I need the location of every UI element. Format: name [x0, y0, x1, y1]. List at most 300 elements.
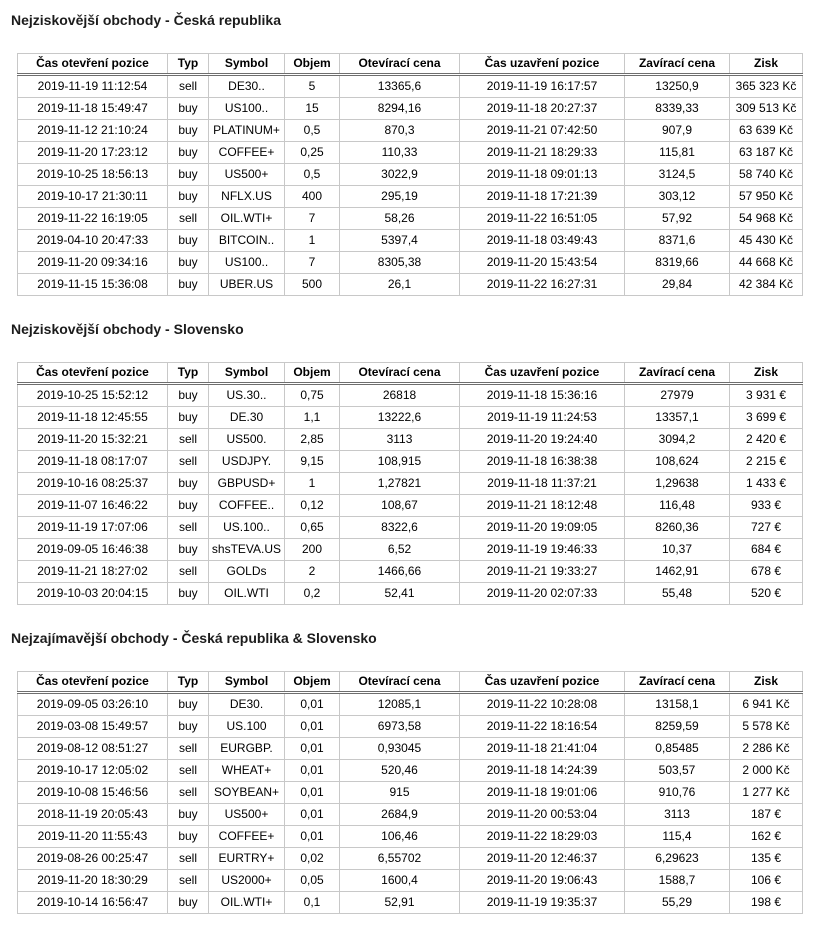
cell-close-time: 2019-11-22 10:28:08: [460, 693, 625, 716]
trade-row: [18, 208, 803, 230]
cell-type: sell: [168, 782, 209, 804]
cell-open-time: 2019-11-07 16:46:22: [18, 495, 168, 517]
column-header-volume: Objem: [285, 363, 340, 384]
cell-volume: 200: [285, 539, 340, 561]
trade-row: [18, 252, 803, 274]
cell-open-price: 1600,4: [340, 870, 460, 892]
cell-profit: 45 430 Kč: [730, 230, 803, 252]
cell-open-price: 3113: [340, 429, 460, 451]
trade-row: [18, 451, 803, 473]
cell-close-price: 8259,59: [625, 716, 730, 738]
cell-close-time: 2019-11-19 19:46:33: [460, 539, 625, 561]
section-title-czech-slovakia: Nejzajímavější obchody - Česká republika & Slovensko: [11, 630, 377, 646]
cell-type: buy: [168, 120, 209, 142]
cell-type: buy: [168, 164, 209, 186]
cell-symbol: US.100: [209, 716, 285, 738]
cell-open-price: 915: [340, 782, 460, 804]
cell-symbol: BITCOIN..: [209, 230, 285, 252]
cell-volume: 9,15: [285, 451, 340, 473]
cell-close-time: 2019-11-20 12:46:37: [460, 848, 625, 870]
column-header-open-price: Otevírací cena: [340, 363, 460, 384]
cell-symbol: EURTRY+: [209, 848, 285, 870]
column-header-symbol: Symbol: [209, 54, 285, 75]
cell-type: buy: [168, 539, 209, 561]
cell-close-time: 2019-11-20 15:43:54: [460, 252, 625, 274]
cell-open-price: 13222,6: [340, 407, 460, 429]
cell-open-time: 2019-10-17 12:05:02: [18, 760, 168, 782]
cell-open-price: 110,33: [340, 142, 460, 164]
cell-symbol: US500+: [209, 804, 285, 826]
cell-open-time: 2019-08-26 00:25:47: [18, 848, 168, 870]
cell-profit: 1 433 €: [730, 473, 803, 495]
cell-symbol: COFFEE+: [209, 142, 285, 164]
column-header-profit: Zisk: [730, 54, 803, 75]
cell-open-time: 2019-09-05 16:46:38: [18, 539, 168, 561]
cell-type: buy: [168, 892, 209, 914]
trade-row: [18, 738, 803, 760]
cell-profit: 63 639 Kč: [730, 120, 803, 142]
cell-volume: 0,12: [285, 495, 340, 517]
cell-open-time: 2019-11-18 12:45:55: [18, 407, 168, 429]
cell-type: buy: [168, 407, 209, 429]
cell-type: buy: [168, 98, 209, 120]
cell-volume: 0,2: [285, 583, 340, 605]
cell-symbol: GBPUSD+: [209, 473, 285, 495]
cell-symbol: USDJPY.: [209, 451, 285, 473]
trade-row: [18, 98, 803, 120]
trade-row: [18, 495, 803, 517]
cell-open-time: 2019-11-20 11:55:43: [18, 826, 168, 848]
cell-open-price: 3022,9: [340, 164, 460, 186]
cell-volume: 0,01: [285, 716, 340, 738]
cell-symbol: US100..: [209, 98, 285, 120]
column-header-open-time: Čas otevření pozice: [18, 363, 168, 384]
cell-profit: 63 187 Kč: [730, 142, 803, 164]
cell-close-price: 55,29: [625, 892, 730, 914]
cell-open-time: 2019-11-18 15:49:47: [18, 98, 168, 120]
cell-volume: 7: [285, 208, 340, 230]
cell-close-price: 907,9: [625, 120, 730, 142]
cell-close-time: 2019-11-18 21:41:04: [460, 738, 625, 760]
column-header-open-time: Čas otevření pozice: [18, 54, 168, 75]
cell-open-price: 1,27821: [340, 473, 460, 495]
cell-open-time: 2019-11-20 17:23:12: [18, 142, 168, 164]
trade-row: [18, 384, 803, 407]
cell-open-time: 2019-10-08 15:46:56: [18, 782, 168, 804]
cell-open-price: 26818: [340, 384, 460, 407]
trade-row: [18, 583, 803, 605]
cell-open-time: 2019-11-20 09:34:16: [18, 252, 168, 274]
cell-type: sell: [168, 75, 209, 98]
trade-row: [18, 760, 803, 782]
cell-profit: 684 €: [730, 539, 803, 561]
column-header-profit: Zisk: [730, 363, 803, 384]
column-header-symbol: Symbol: [209, 672, 285, 693]
cell-open-time: 2019-11-18 08:17:07: [18, 451, 168, 473]
cell-close-time: 2019-11-19 16:17:57: [460, 75, 625, 98]
cell-close-price: 910,76: [625, 782, 730, 804]
cell-profit: 365 323 Kč: [730, 75, 803, 98]
cell-profit: 2 000 Kč: [730, 760, 803, 782]
cell-open-price: 8322,6: [340, 517, 460, 539]
cell-open-price: 8305,38: [340, 252, 460, 274]
cell-open-price: 1466,66: [340, 561, 460, 583]
cell-volume: 0,01: [285, 782, 340, 804]
cell-close-price: 10,37: [625, 539, 730, 561]
cell-type: buy: [168, 804, 209, 826]
cell-close-price: 503,57: [625, 760, 730, 782]
table-header-row: [18, 54, 803, 75]
cell-open-time: 2019-10-14 16:56:47: [18, 892, 168, 914]
cell-close-price: 8371,6: [625, 230, 730, 252]
cell-profit: 2 420 €: [730, 429, 803, 451]
column-header-volume: Objem: [285, 54, 340, 75]
cell-close-price: 3094,2: [625, 429, 730, 451]
cell-open-price: 52,41: [340, 583, 460, 605]
cell-type: buy: [168, 142, 209, 164]
trade-row: [18, 164, 803, 186]
trade-row: [18, 870, 803, 892]
trade-row: [18, 804, 803, 826]
cell-profit: 198 €: [730, 892, 803, 914]
cell-close-price: 3124,5: [625, 164, 730, 186]
cell-profit: 3 931 €: [730, 384, 803, 407]
trade-row: [18, 274, 803, 296]
cell-volume: 2,85: [285, 429, 340, 451]
cell-profit: 2 286 Kč: [730, 738, 803, 760]
cell-profit: 42 384 Kč: [730, 274, 803, 296]
cell-type: buy: [168, 274, 209, 296]
cell-open-time: 2019-03-08 15:49:57: [18, 716, 168, 738]
column-header-close-price: Zavírací cena: [625, 672, 730, 693]
cell-symbol: COFFEE+: [209, 826, 285, 848]
trade-row: [18, 230, 803, 252]
trades-table-czech-republic: [17, 53, 803, 296]
cell-type: sell: [168, 561, 209, 583]
cell-close-time: 2019-11-18 20:27:37: [460, 98, 625, 120]
cell-open-price: 12085,1: [340, 693, 460, 716]
cell-type: buy: [168, 716, 209, 738]
cell-symbol: US500+: [209, 164, 285, 186]
cell-close-price: 115,81: [625, 142, 730, 164]
column-header-close-price: Zavírací cena: [625, 363, 730, 384]
trade-row: [18, 186, 803, 208]
cell-symbol: OIL.WTI: [209, 583, 285, 605]
cell-volume: 0,5: [285, 164, 340, 186]
cell-close-time: 2019-11-18 03:49:43: [460, 230, 625, 252]
cell-type: sell: [168, 208, 209, 230]
cell-open-time: 2019-11-20 15:32:21: [18, 429, 168, 451]
trade-row: [18, 473, 803, 495]
cell-profit: 106 €: [730, 870, 803, 892]
cell-close-time: 2019-11-18 15:36:16: [460, 384, 625, 407]
cell-symbol: US2000+: [209, 870, 285, 892]
cell-open-price: 2684,9: [340, 804, 460, 826]
trades-table-czech-slovakia: [17, 671, 803, 914]
cell-type: sell: [168, 848, 209, 870]
trade-row: [18, 561, 803, 583]
cell-open-price: 6973,58: [340, 716, 460, 738]
cell-open-time: 2019-10-16 08:25:37: [18, 473, 168, 495]
cell-open-time: 2019-11-20 18:30:29: [18, 870, 168, 892]
section-most-profitable-slovakia: [0, 321, 821, 605]
trade-row: [18, 407, 803, 429]
cell-open-price: 5397,4: [340, 230, 460, 252]
cell-volume: 0,5: [285, 120, 340, 142]
cell-symbol: US100..: [209, 252, 285, 274]
cell-close-time: 2019-11-20 19:24:40: [460, 429, 625, 451]
cell-open-time: 2019-08-12 08:51:27: [18, 738, 168, 760]
trades-table-slovakia: [17, 362, 803, 605]
cell-close-time: 2019-11-21 19:33:27: [460, 561, 625, 583]
cell-symbol: OIL.WTI+: [209, 892, 285, 914]
cell-open-price: 108,67: [340, 495, 460, 517]
cell-volume: 0,01: [285, 804, 340, 826]
cell-symbol: DE30..: [209, 75, 285, 98]
cell-profit: 678 €: [730, 561, 803, 583]
cell-open-time: 2019-11-22 16:19:05: [18, 208, 168, 230]
cell-symbol: US500.: [209, 429, 285, 451]
column-header-open-price: Otevírací cena: [340, 672, 460, 693]
cell-close-price: 8260,36: [625, 517, 730, 539]
cell-volume: 1: [285, 473, 340, 495]
cell-close-price: 0,85485: [625, 738, 730, 760]
cell-symbol: OIL.WTI+: [209, 208, 285, 230]
cell-open-price: 870,3: [340, 120, 460, 142]
cell-volume: 7: [285, 252, 340, 274]
cell-type: sell: [168, 451, 209, 473]
cell-close-time: 2019-11-22 18:16:54: [460, 716, 625, 738]
cell-close-price: 3113: [625, 804, 730, 826]
cell-symbol: DE.30: [209, 407, 285, 429]
cell-symbol: WHEAT+: [209, 760, 285, 782]
cell-close-time: 2019-11-20 19:06:43: [460, 870, 625, 892]
cell-profit: 5 578 Kč: [730, 716, 803, 738]
cell-close-time: 2019-11-22 16:27:31: [460, 274, 625, 296]
cell-close-price: 303,12: [625, 186, 730, 208]
trade-row: [18, 142, 803, 164]
trade-row: [18, 429, 803, 451]
cell-close-time: 2019-11-18 11:37:21: [460, 473, 625, 495]
cell-close-price: 55,48: [625, 583, 730, 605]
cell-type: sell: [168, 870, 209, 892]
cell-close-price: 8319,66: [625, 252, 730, 274]
cell-close-price: 1,29638: [625, 473, 730, 495]
cell-profit: 3 699 €: [730, 407, 803, 429]
cell-type: sell: [168, 429, 209, 451]
column-header-type: Typ: [168, 54, 209, 75]
cell-type: buy: [168, 583, 209, 605]
cell-volume: 0,02: [285, 848, 340, 870]
cell-open-time: 2019-11-19 17:07:06: [18, 517, 168, 539]
cell-close-time: 2019-11-20 19:09:05: [460, 517, 625, 539]
cell-volume: 0,75: [285, 384, 340, 407]
table-header-row: [18, 363, 803, 384]
cell-profit: 933 €: [730, 495, 803, 517]
cell-close-price: 8339,33: [625, 98, 730, 120]
trade-row: [18, 539, 803, 561]
cell-profit: 1 277 Kč: [730, 782, 803, 804]
cell-volume: 0,65: [285, 517, 340, 539]
cell-close-time: 2019-11-18 19:01:06: [460, 782, 625, 804]
cell-volume: 1,1: [285, 407, 340, 429]
cell-close-price: 108,624: [625, 451, 730, 473]
cell-profit: 135 €: [730, 848, 803, 870]
trade-row: [18, 693, 803, 716]
column-header-type: Typ: [168, 672, 209, 693]
cell-volume: 1: [285, 230, 340, 252]
cell-close-price: 57,92: [625, 208, 730, 230]
column-header-symbol: Symbol: [209, 363, 285, 384]
section-title-slovakia: Nejziskovější obchody - Slovensko: [11, 321, 244, 337]
cell-profit: 727 €: [730, 517, 803, 539]
cell-type: buy: [168, 693, 209, 716]
cell-type: sell: [168, 738, 209, 760]
section-most-profitable-czech-republic: [0, 12, 821, 296]
cell-close-time: 2019-11-21 07:42:50: [460, 120, 625, 142]
cell-close-time: 2019-11-20 02:07:33: [460, 583, 625, 605]
cell-open-time: 2019-11-19 11:12:54: [18, 75, 168, 98]
cell-close-time: 2019-11-19 19:35:37: [460, 892, 625, 914]
cell-profit: 6 941 Kč: [730, 693, 803, 716]
cell-open-time: 2019-04-10 20:47:33: [18, 230, 168, 252]
cell-open-price: 13365,6: [340, 75, 460, 98]
cell-volume: 15: [285, 98, 340, 120]
cell-type: sell: [168, 517, 209, 539]
cell-open-time: 2018-11-19 20:05:43: [18, 804, 168, 826]
cell-symbol: SOYBEAN+: [209, 782, 285, 804]
cell-symbol: US.30..: [209, 384, 285, 407]
column-header-open-time: Čas otevření pozice: [18, 672, 168, 693]
column-header-volume: Objem: [285, 672, 340, 693]
cell-profit: 44 668 Kč: [730, 252, 803, 274]
cell-volume: 0,25: [285, 142, 340, 164]
table-header-row: [18, 672, 803, 693]
trade-row: [18, 826, 803, 848]
cell-symbol: US.100..: [209, 517, 285, 539]
cell-close-price: 1462,91: [625, 561, 730, 583]
cell-symbol: COFFEE..: [209, 495, 285, 517]
cell-open-time: 2019-10-03 20:04:15: [18, 583, 168, 605]
cell-profit: 58 740 Kč: [730, 164, 803, 186]
trade-row: [18, 782, 803, 804]
cell-type: buy: [168, 252, 209, 274]
cell-open-price: 106,46: [340, 826, 460, 848]
trade-row: [18, 848, 803, 870]
cell-symbol: UBER.US: [209, 274, 285, 296]
cell-type: buy: [168, 186, 209, 208]
section-title-czech-republic: Nejziskovější obchody - Česká republika: [11, 12, 281, 28]
cell-open-price: 26,1: [340, 274, 460, 296]
cell-volume: 2: [285, 561, 340, 583]
cell-close-time: 2019-11-19 11:24:53: [460, 407, 625, 429]
cell-profit: 57 950 Kč: [730, 186, 803, 208]
cell-close-price: 115,4: [625, 826, 730, 848]
cell-profit: 187 €: [730, 804, 803, 826]
cell-close-time: 2019-11-18 14:24:39: [460, 760, 625, 782]
cell-volume: 0,01: [285, 826, 340, 848]
column-header-close-price: Zavírací cena: [625, 54, 730, 75]
column-header-close-time: Čas uzavření pozice: [460, 363, 625, 384]
cell-volume: 0,01: [285, 760, 340, 782]
cell-open-price: 0,93045: [340, 738, 460, 760]
trade-row: [18, 892, 803, 914]
cell-open-time: 2019-10-25 18:56:13: [18, 164, 168, 186]
cell-close-time: 2019-11-18 16:38:38: [460, 451, 625, 473]
cell-close-time: 2019-11-18 17:21:39: [460, 186, 625, 208]
cell-close-price: 116,48: [625, 495, 730, 517]
cell-volume: 0,01: [285, 693, 340, 716]
cell-open-time: 2019-10-17 21:30:11: [18, 186, 168, 208]
cell-profit: 309 513 Kč: [730, 98, 803, 120]
cell-symbol: shsTEVA.US: [209, 539, 285, 561]
column-header-close-time: Čas uzavření pozice: [460, 672, 625, 693]
cell-open-price: 520,46: [340, 760, 460, 782]
cell-volume: 5: [285, 75, 340, 98]
cell-profit: 162 €: [730, 826, 803, 848]
cell-open-time: 2019-11-21 18:27:02: [18, 561, 168, 583]
cell-open-price: 8294,16: [340, 98, 460, 120]
column-header-type: Typ: [168, 363, 209, 384]
column-header-close-time: Čas uzavření pozice: [460, 54, 625, 75]
cell-volume: 400: [285, 186, 340, 208]
cell-symbol: EURGBP.: [209, 738, 285, 760]
cell-close-price: 29,84: [625, 274, 730, 296]
cell-close-time: 2019-11-21 18:12:48: [460, 495, 625, 517]
cell-type: buy: [168, 495, 209, 517]
cell-open-time: 2019-09-05 03:26:10: [18, 693, 168, 716]
cell-open-price: 58,26: [340, 208, 460, 230]
cell-profit: 520 €: [730, 583, 803, 605]
cell-close-price: 6,29623: [625, 848, 730, 870]
trade-row: [18, 716, 803, 738]
trade-row: [18, 517, 803, 539]
cell-open-price: 108,915: [340, 451, 460, 473]
cell-profit: 2 215 €: [730, 451, 803, 473]
cell-symbol: DE30.: [209, 693, 285, 716]
cell-volume: 0,01: [285, 738, 340, 760]
cell-open-price: 295,19: [340, 186, 460, 208]
cell-close-price: 13158,1: [625, 693, 730, 716]
cell-profit: 54 968 Kč: [730, 208, 803, 230]
column-header-profit: Zisk: [730, 672, 803, 693]
trade-row: [18, 75, 803, 98]
cell-close-time: 2019-11-22 16:51:05: [460, 208, 625, 230]
cell-close-price: 1588,7: [625, 870, 730, 892]
cell-close-price: 13357,1: [625, 407, 730, 429]
trading-report-page: [0, 12, 821, 948]
cell-symbol: PLATINUM+: [209, 120, 285, 142]
cell-close-time: 2019-11-22 18:29:03: [460, 826, 625, 848]
column-header-open-price: Otevírací cena: [340, 54, 460, 75]
cell-volume: 0,1: [285, 892, 340, 914]
cell-type: buy: [168, 826, 209, 848]
cell-type: buy: [168, 384, 209, 407]
cell-close-time: 2019-11-18 09:01:13: [460, 164, 625, 186]
cell-close-price: 13250,9: [625, 75, 730, 98]
cell-open-time: 2019-11-15 15:36:08: [18, 274, 168, 296]
cell-open-price: 6,52: [340, 539, 460, 561]
cell-open-price: 6,55702: [340, 848, 460, 870]
cell-type: buy: [168, 473, 209, 495]
cell-close-time: 2019-11-21 18:29:33: [460, 142, 625, 164]
cell-open-price: 52,91: [340, 892, 460, 914]
cell-type: buy: [168, 230, 209, 252]
cell-open-time: 2019-11-12 21:10:24: [18, 120, 168, 142]
cell-symbol: NFLX.US: [209, 186, 285, 208]
trade-row: [18, 120, 803, 142]
section-most-interesting-czech-slovakia: [0, 630, 821, 914]
